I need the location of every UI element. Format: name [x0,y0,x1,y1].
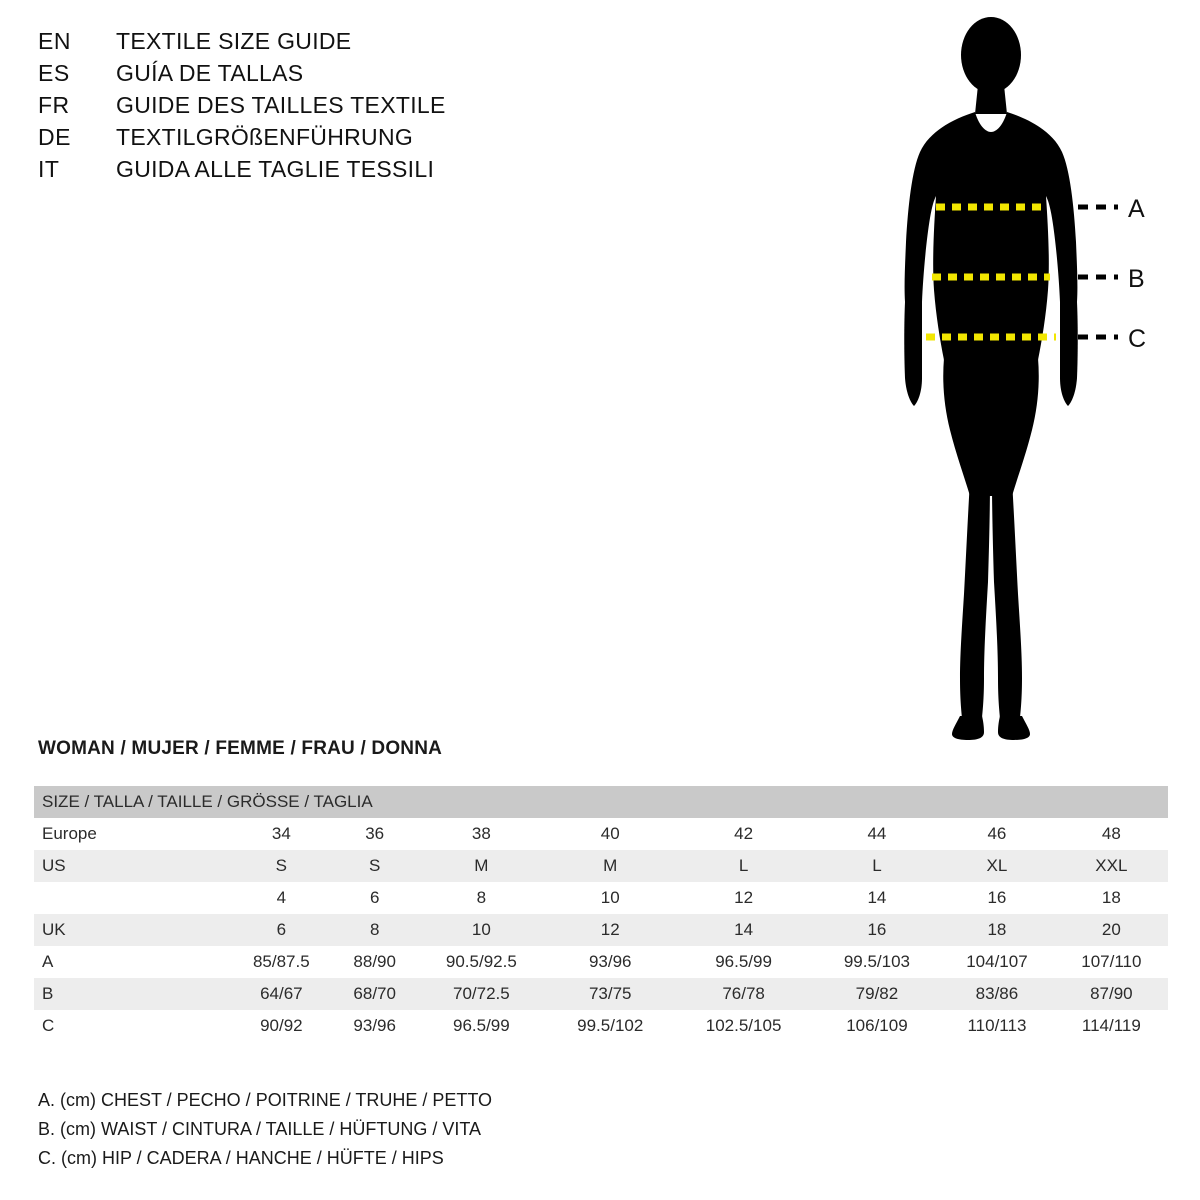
title-row [38,60,558,92]
table-row [34,850,1168,882]
table-row [34,818,1168,850]
table-section-caption: WOMAN / MUJER / FEMME / FRAU / DONNA [38,738,443,759]
table-cell: 38 [471,824,491,843]
table-cell: 8 [369,920,380,939]
table-cell: 93/96 [588,952,632,971]
table-cell: 34 [271,824,291,843]
table-cell: M [603,856,618,875]
table-cell: 10 [600,888,620,907]
marker-label-c: C [1128,325,1147,353]
table-row [34,1010,1168,1042]
size-table [34,786,1168,1042]
table-cell: 64/67 [260,984,303,1003]
table-cell: 99.5/103 [843,952,911,971]
legend-line-b: B. (cm) WAIST / CINTURA / TAILLE / HÜFTUNG / VITA [38,1119,482,1139]
title-language-code: DE [38,124,71,150]
table-cell: 36 [365,824,385,843]
title-block [38,28,558,188]
title-row [38,124,558,156]
table-cell: S [369,856,381,875]
row-label: B [42,984,54,1003]
table-cell: 12 [600,920,620,939]
row-label: C [42,1016,55,1035]
table-cell: 40 [600,824,620,843]
table-cell: 68/70 [353,984,396,1003]
table-cell: L [738,856,749,875]
table-cell: 12 [734,888,754,907]
table-cell: 110/113 [967,1016,1027,1035]
table-cell: 93/96 [353,1016,396,1035]
table-cell: 44 [867,824,887,843]
table-row [34,882,1168,914]
table-cell: XXL [1095,856,1128,875]
table-cell: 85/87.5 [252,952,310,971]
table-cell: 46 [987,824,1007,843]
table-cell: 6 [369,888,380,907]
title-row [38,92,558,124]
row-label [34,882,228,914]
marker-label-a: A [1128,195,1145,223]
title-text: GUÍA DE TALLAS [116,60,304,86]
table-row [34,914,1168,946]
table-cell: 48 [1101,824,1121,843]
title-text: TEXTILGRÖßENFÜHRUNG [116,124,414,150]
title-text: GUIDA ALLE TAGLIE TESSILI [116,156,435,182]
table-cell: 18 [987,920,1007,939]
table-cell: 20 [1101,920,1121,939]
legend-line-c: C. (cm) HIP / CADERA / HANCHE / HÜFTE / HIPS [38,1148,444,1168]
table-cell: L [872,856,882,875]
table-cell: 70/72.5 [452,984,510,1003]
table-cell: S [275,856,288,875]
table-cell: 106/109 [846,1016,908,1035]
row-label: Europe [42,824,97,843]
table-cell: 79/82 [855,984,899,1003]
table-cell: 96.5/99 [452,1016,510,1035]
table-cell: 18 [1101,888,1121,907]
table-cell: 90.5/92.5 [445,952,517,971]
table-cell: 99.5/102 [577,1016,644,1035]
table-cell: 8 [476,888,487,907]
table-row [34,946,1168,978]
table-cell: M [474,856,489,875]
table-cell: 16 [987,888,1007,907]
table-cell: 83/86 [975,984,1019,1003]
row-label: UK [42,920,66,939]
table-cell: 102.5/105 [705,1016,782,1035]
table-cell: XL [986,856,1008,875]
female-silhouette-icon [904,17,1078,740]
table-header-label: SIZE / TALLA / TAILLE / GRÖSSE / TAGLIA [42,792,373,811]
table-cell: 87/90 [1090,984,1133,1003]
table-cell: 4 [276,888,287,907]
table-cell: 73/75 [588,984,632,1003]
table-cell: 10 [471,920,491,939]
table-header-row [34,786,1168,818]
legend-line-a: A. (cm) CHEST / PECHO / POITRINE / TRUHE / PETTO [38,1090,493,1110]
table-cell: 76/78 [722,984,765,1003]
title-row [38,28,558,60]
table-cell: 88/90 [353,952,396,971]
title-language-code: ES [38,60,70,86]
marker-label-b: B [1128,265,1145,293]
table-cell: 107/110 [1081,952,1142,971]
title-language-code: EN [38,28,71,54]
title-text: TEXTILE SIZE GUIDE [116,28,352,54]
title-row [38,156,558,188]
table-cell: 104/107 [966,952,1028,971]
table-cell: 90/92 [260,1016,303,1035]
title-text: GUIDE DES TAILLES TEXTILE [116,92,446,118]
title-language-code: FR [38,92,70,118]
body-measurement-figure [860,10,1190,760]
table-cell: 6 [276,920,287,939]
table-cell: 16 [867,920,887,939]
table-cell: 114/119 [1081,1016,1141,1035]
table-cell: 14 [734,920,754,939]
table-row [34,978,1168,1010]
table-cell: 42 [734,824,754,843]
row-label: A [42,952,54,971]
table-cell: 96.5/99 [715,952,772,971]
table-cell: 14 [867,888,887,907]
row-label: US [42,856,66,875]
title-language-code: IT [38,156,60,182]
measurement-legend [38,1086,738,1173]
